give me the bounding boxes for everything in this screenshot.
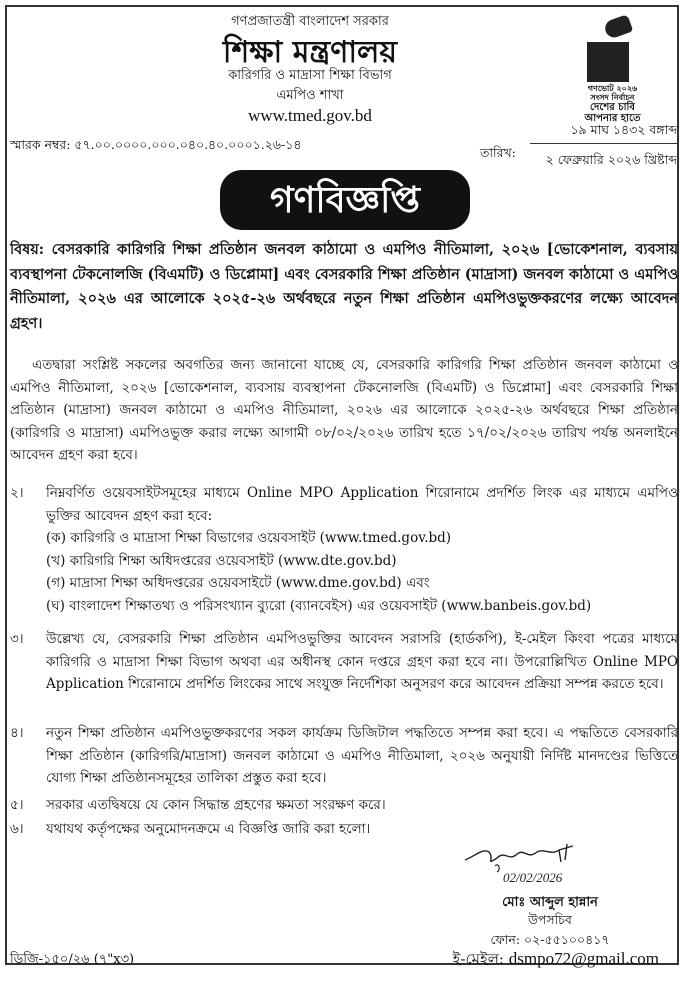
- date-bangla: ১৯ মাঘ ১৪৩২ বঙ্গাব্দ: [570, 122, 677, 137]
- handwritten-signature: [455, 838, 605, 886]
- website-item: (গ) মাদ্রাসা শিক্ষা অধিদপ্তরের ওয়েবসাইটে (www.dme.gov.bd) এবং: [46, 575, 430, 591]
- footer-code: ডিজি-১৫০/২৬ (৭"x৩): [10, 952, 135, 967]
- notice-title: গণবিজ্ঞপ্তি: [220, 170, 470, 230]
- item-text: যথাযথ কর্তৃপক্ষের অনুমোদনক্রমে এ বিজ্ঞপ্তি জারি করা হলো।: [46, 821, 371, 837]
- website-item: (ঘ) বাংলাদেশ শিক্ষাতথ্য ও পরিসংখ্যান ব্যুরো (ব্যানবেইস) এর ওয়েবসাইট (www.banbeis.gov.bd): [46, 597, 592, 614]
- hand-icon: [603, 14, 634, 40]
- svg-text:02/02/2026: 02/02/2026: [503, 870, 563, 885]
- logo-line: গণভোট ২০২৬: [587, 83, 638, 93]
- election-logo-text: [565, 84, 660, 124]
- logo-line: দেশের চাবি: [590, 102, 635, 113]
- item-number: ৫।: [10, 797, 24, 813]
- item-number: ৩।: [10, 631, 24, 647]
- item-text: উল্লেখ্য যে, বেসরকারি শিক্ষা প্রতিষ্ঠান এমপিওভুক্তির আবেদন সরাসরি (হার্ডকপি), ই-মেইল কিংবা পত্রের মাধ্যমে কারিগরি ও মাদ্রাসা শিক্ষা বিভাগ অথবা এর অধীনস্থ কোন দপ্তরে গ্রহণ করা হবে না। উপরোল্লিখিত Online MPO Application শিরোনামে প্রদর্শিত লিংকের সাথে সংযুক্ত নির্দেশিকা অনুসরণ করে আবেদন প্রক্রিয়া সম্পন্ন করতে হবে।: [46, 631, 678, 692]
- email-address[interactable]: dsmpo72@gmail.com: [508, 949, 659, 968]
- subject: বিষয়: বেসরকারি কারিগরি শিক্ষা প্রতিষ্ঠান জনবল কাঠামো ও এমপিও নীতিমালা, ২০২৬ [ভোকেশনাল, ব্যবসায় ব্যবস্থাপনা টেকনোলজি (বিএমটি) ও ডিপ্লোমা] এবং বেসরকারি শিক্ষা প্রতিষ্ঠান (মাদ্রাসা) জনবল কাঠামো ও এমপিও নীতিমালা, ২০২৬ এর আলোকে ২০২৫-২৬ অর্থবছরে নতুন শিক্ষা প্রতিষ্ঠান এমপিওভুক্তকরণের লক্ষ্যে আবেদন গ্রহণ।: [10, 241, 678, 332]
- item-text: সরকার এতদ্বিষয়ে যে কোন সিদ্ধান্ত গ্রহণের ক্ষমতা সংরক্ষণ করে।: [46, 797, 386, 813]
- logo-line: আপনার হাতে: [584, 113, 641, 124]
- ballot-box-icon: [587, 42, 629, 82]
- memo-number: স্মারক নম্বর: ৫৭.০০.০০০০.০০০.০৪০.৪০.০০০১.২৬-১৪: [10, 137, 302, 152]
- item-2: [10, 482, 678, 617]
- branch-name: এমপিও শাখা: [276, 88, 344, 103]
- website-item: (খ) কারিগরি শিক্ষা অধিদপ্তরের ওয়েবসাইট (www.dte.gov.bd): [46, 552, 397, 569]
- date-english: ২ ফেব্রুয়ারি ২০২৬ খ্রিষ্টাব্দ: [545, 152, 677, 167]
- item-4: [10, 722, 678, 790]
- item-number: ৬।: [10, 821, 24, 837]
- intro-paragraph: এতদ্বারা সংশ্লিষ্ট সকলের অবগতির জন্য জানানো যাচ্ছে যে, বেসরকারি কারিগরি শিক্ষা প্রতিষ্ঠান জনবল কাঠামো ও এমপিও নীতিমালা, ২০২৬ [ভোকেশনাল, ব্যবসায় ব্যবস্থাপনা টেকনোলজি (বিএমটি) ও ডিপ্লোমা] এবং বেসরকারি শিক্ষা প্রতিষ্ঠান (মাদ্রাসা) জনবল কাঠামো ও এমপিও নীতিমালা, ২০২৬ এর আলোকে ২০২৫-২৬ অর্থবছরে শিক্ষা প্রতিষ্ঠান (কারিগরি ও মাদ্রাসা) এমপিওভুক্ত করার লক্ষ্যে আগামী ০৮/০২/২০২৬ তারিখ হতে ১৭/০২/২০২৬ তারিখ পর্যন্ত অনলাইনে আবেদন গ্রহণ করা হবে।: [10, 357, 678, 463]
- item-text: নিম্নবর্ণিত ওয়েবসাইটসমূহের মাধ্যমে Online MPO Application শিরোনামে প্রদর্শিত লিংক এর মাধ্যমে এমপিও ভুক্তির আবেদন গ্রহণ করা হবে:: [46, 485, 678, 524]
- election-logo: [565, 12, 660, 124]
- signatory-email: [453, 948, 659, 973]
- signatory-phone: ফোন: ০২-৫৫১০০৪১৭: [490, 932, 610, 947]
- date-label: তারিখ:: [480, 145, 516, 160]
- signatory-designation: উপসচিব: [528, 912, 572, 927]
- website-item: (ক) কারিগরি ও মাদ্রাসা শিক্ষা বিভাগের ওয়েবসাইট (www.tmed.gov.bd): [46, 530, 452, 546]
- signatory-name: মোঃ আব্দুল হান্নান: [502, 895, 598, 910]
- item-text: নতুন শিক্ষা প্রতিষ্ঠান এমপিওভুক্তকরণের সকল কার্যক্রম ডিজিটাল পদ্ধতিতে সম্পন্ন করা হবে। এ পদ্ধতিতে বেসরকারি শিক্ষা প্রতিষ্ঠান (কারিগরি/মাদ্রাসা) জনবল কাঠামো ও এমপিও নীতিমালা, ২০২৬ অনুযায়ী নির্দিষ্ট মানদণ্ডের ভিত্তিতে যোগ্য শিক্ষা প্রতিষ্ঠানসমূহের তালিকা প্রস্তুত করা হবে।: [46, 725, 678, 786]
- item-number: ২।: [10, 485, 24, 501]
- government-name: গণপ্রজাতন্ত্রী বাংলাদেশ সরকার: [231, 14, 389, 29]
- item-5: [10, 794, 678, 817]
- division-name: কারিগরি ও মাদ্রাসা শিক্ষা বিভাগ: [228, 68, 392, 83]
- header-website: www.tmed.gov.bd: [248, 106, 372, 125]
- logo-line: সংসদ নির্বাচন: [590, 92, 635, 102]
- date-divider: [530, 143, 678, 144]
- ministry-name: শিক্ষা মন্ত্রণালয়: [222, 35, 398, 70]
- item-number: ৪।: [10, 725, 24, 741]
- email-label: ই-মেইল:: [452, 950, 504, 968]
- item-3: [10, 628, 678, 696]
